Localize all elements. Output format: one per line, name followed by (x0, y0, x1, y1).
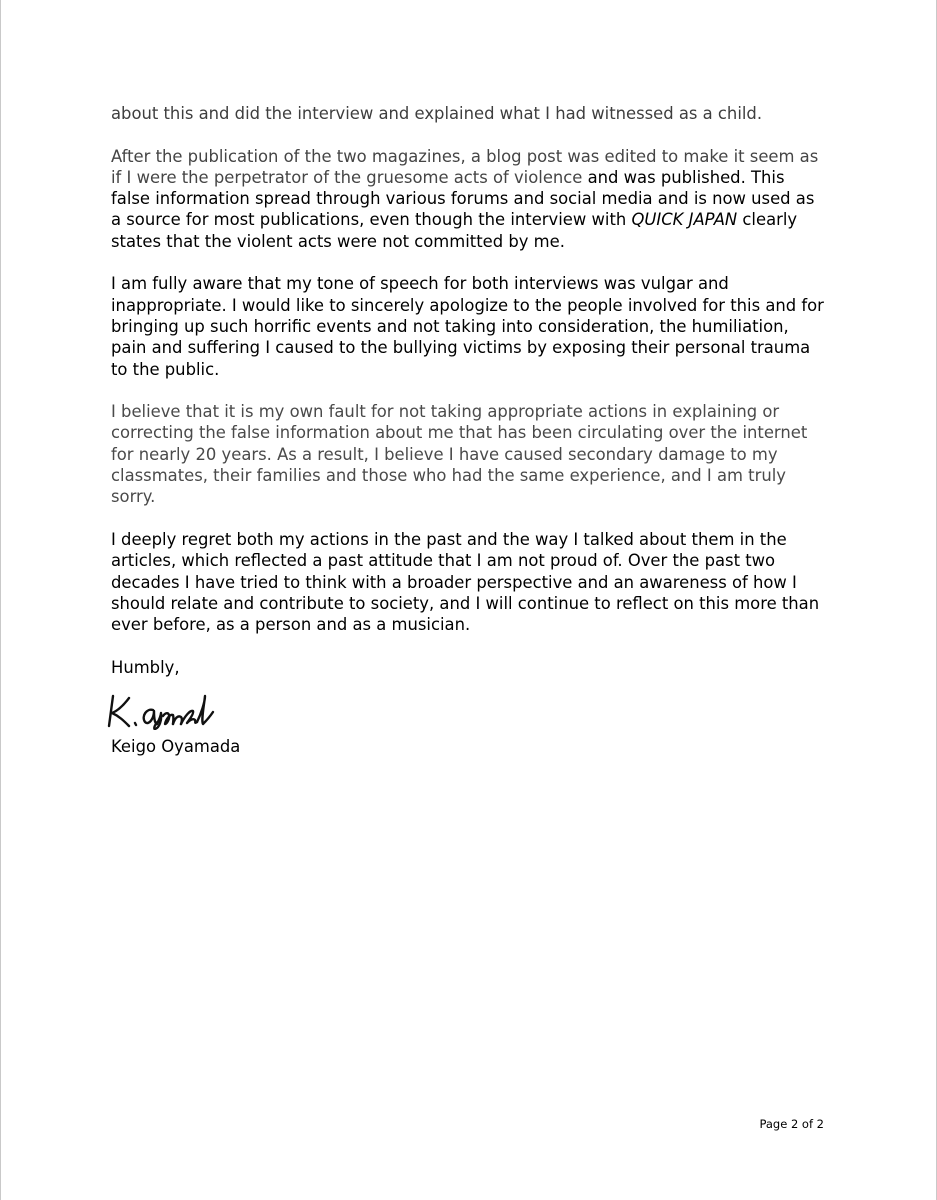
paragraph-blog-post-part1: After the publication of the two magazines, a blog post was edited to make it seem as if I were the perpetrator of the gruesome acts of violence (111, 146, 819, 187)
page-edge-left (0, 0, 1, 1200)
signer-name: Keigo Oyamada (111, 737, 241, 757)
paragraph-blog-post-part3: clearly states that the violent acts were not committed by me. (111, 210, 798, 251)
paragraph-apology: I am fully aware that my tone of speech for both interviews was vulgar and inappropriate. I would like to sincerely apologize to the people involved for this and for bringing up such horrific events and not taking into consideration, the humiliation, pain and suffering I caused to the bullying victims by exposing their personal trauma to the public. (111, 274, 824, 379)
paragraph-blog-post-part2: and was published. This false information spread through various forums and social media and is now used as a source for most publications, even though the interview with (111, 167, 815, 230)
paragraph-blog-post (111, 146, 827, 252)
paragraph-fault (111, 401, 827, 507)
magazine-title: QUICK JAPAN (631, 210, 738, 230)
closing-salutation: Humbly, (111, 657, 180, 677)
paragraph-continuation: about this and did the interview and explained what I had witnessed as a child. (111, 104, 763, 123)
page-number: Page 2 of 2 (759, 1117, 824, 1131)
paragraph-fault-part2: As a result, I believe I have caused secondary damage to my classmates, their families and those who had the same experience, and I am truly sorry. (111, 444, 786, 507)
paragraph-fault-part1: I believe that it is my own fault for not taking appropriate actions in explaining or correcting the false information about me that has been circulating over the internet for nearly 20 years. (111, 402, 808, 464)
handwritten-signature (101, 686, 221, 730)
letter-body (111, 103, 827, 757)
paragraph-regret: I deeply regret both my actions in the past and the way I talked about them in the articles, which reflected a past attitude that I am not proud of. Over the past two decades I have tried to think with a broader perspective and an awareness of how I should relate and contribute to society, and I will continue to reflect on this more than ever before, as a person and as a musician. (111, 529, 820, 635)
